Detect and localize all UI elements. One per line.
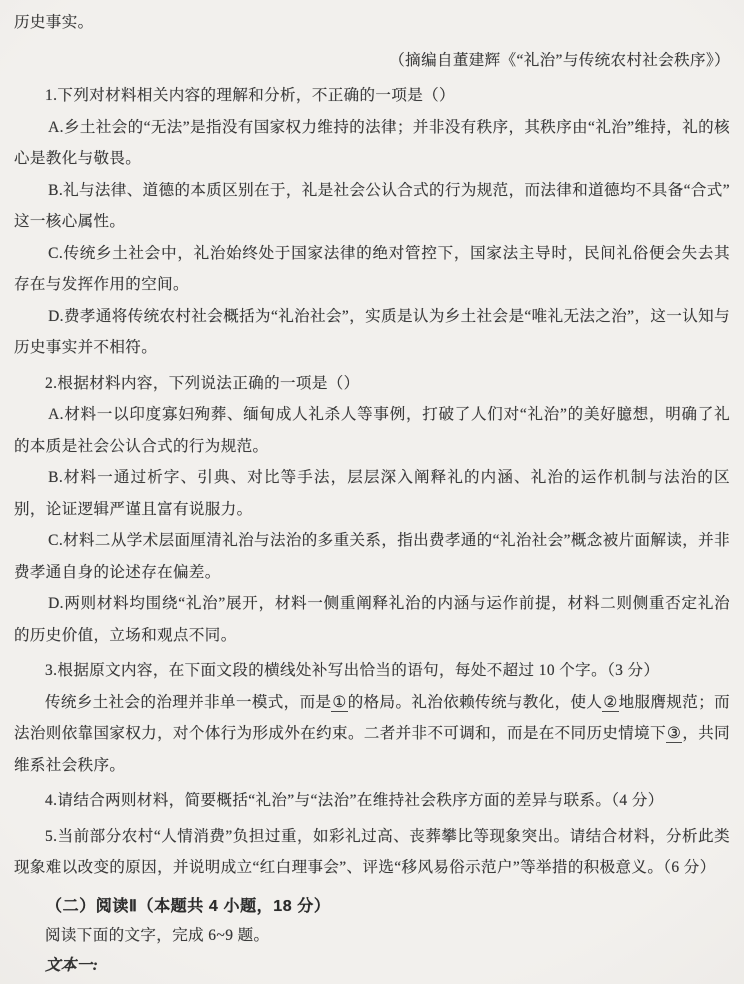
section-2-heading: （二）阅读Ⅱ（本题共 4 小题，18 分） — [46, 897, 331, 915]
passage-segment: 的格局。礼治依赖传统与教化，使人 — [347, 693, 603, 711]
source-attribution: （摘编自董建辉《“礼治”与传统农村社会秩序》） — [389, 51, 730, 69]
passage-segment: 地服膺规范；而法治则依靠国家权力，对个体行为形成外在约束。二者并非不可调和，而是在不同历史情境下 — [14, 693, 731, 742]
passage-segment: ，共同维系社会秩序。 — [14, 725, 731, 774]
question-1-option-b: B.礼与法律、道德的本质区别在于，礼是社会公认合式的行为规范，而法律和道德均不具备“合式”这一核心属性。 — [14, 181, 730, 230]
reading-intro: 阅读下面的文字，完成 6~9 题。 — [45, 926, 270, 944]
question-1-option-d: D.费孝通将传统农村社会概括为“礼治社会”，实质是认为乡土社会是“唯礼无法之治”，这一认知与历史事实并不相符。 — [14, 307, 730, 356]
cloze-passage — [14, 687, 730, 782]
question-2-option-d: D.两则材料均围绕“礼治”展开，材料一侧重阐释礼治的内涵与运作前提，材料二则侧重否定礼治的历史价值，立场和观点不同。 — [14, 595, 730, 644]
blank-2-marker: ② — [603, 693, 618, 711]
question-1-option-c: C.传统乡土社会中，礼治始终处于国家法律的绝对管控下，国家法主导时，民间礼俗便会失去其存在与发挥作用的空间。 — [14, 244, 730, 293]
question-2-option-b: B.材料一通过析字、引典、对比等手法，层层深入阐释礼的内涵、礼治的运作机制与法治的区别，论证逻辑严谨且富有说服力。 — [14, 469, 730, 518]
question-1-stem: 1.下列对材料相关内容的理解和分析，不正确的一项是（） — [45, 87, 455, 104]
question-2-option-a: A.材料一以印度寡妇殉葬、缅甸成人礼杀人等事例，打破了人们对“礼治”的美好臆想，明确了礼的本质是社会公认合式的行为规范。 — [14, 406, 730, 455]
question-4-stem: 4.请结合两则材料，简要概括“礼治”与“法治”在维持社会秩序方面的差异与联系。（4 分） — [45, 792, 664, 809]
passage-segment: 传统乡土社会的治理并非单一模式，而是 — [45, 693, 332, 711]
question-2-option-c: C.材料二从学术层面厘清礼治与法治的多重关系，指出费孝通的“礼治社会”概念被片面解读，并非费孝通自身的论述存在偏差。 — [14, 532, 730, 581]
question-1-option-a: A.乡土社会的“无法”是指没有国家权力维持的法律；并非没有秩序，其秩序由“礼治”维持，礼的核心是教化与敬畏。 — [14, 118, 730, 167]
blank-3-marker: ③ — [667, 725, 682, 742]
paragraph-tail-line: 历史事实。 — [14, 14, 94, 31]
blank-1-marker: ① — [332, 693, 347, 711]
question-2-stem: 2.根据材料内容，下列说法正确的一项是（） — [45, 374, 360, 392]
question-3-stem: 3.根据原文内容，在下面文段的横线处补写出恰当的语句，每处不超过 10 个字。（3 分） — [45, 662, 660, 679]
text-1-label: 文本一: — [45, 956, 99, 974]
question-5-stem: 5.当前部分农村“人情消费”负担过重，如彩礼过高、丧葬攀比等现象突出。请结合材料，分析此类现象难以改变的原因，并说明成立“红白理事会”、评选“移风易俗示范户”等举措的积极意义。（6 分） — [14, 827, 730, 876]
